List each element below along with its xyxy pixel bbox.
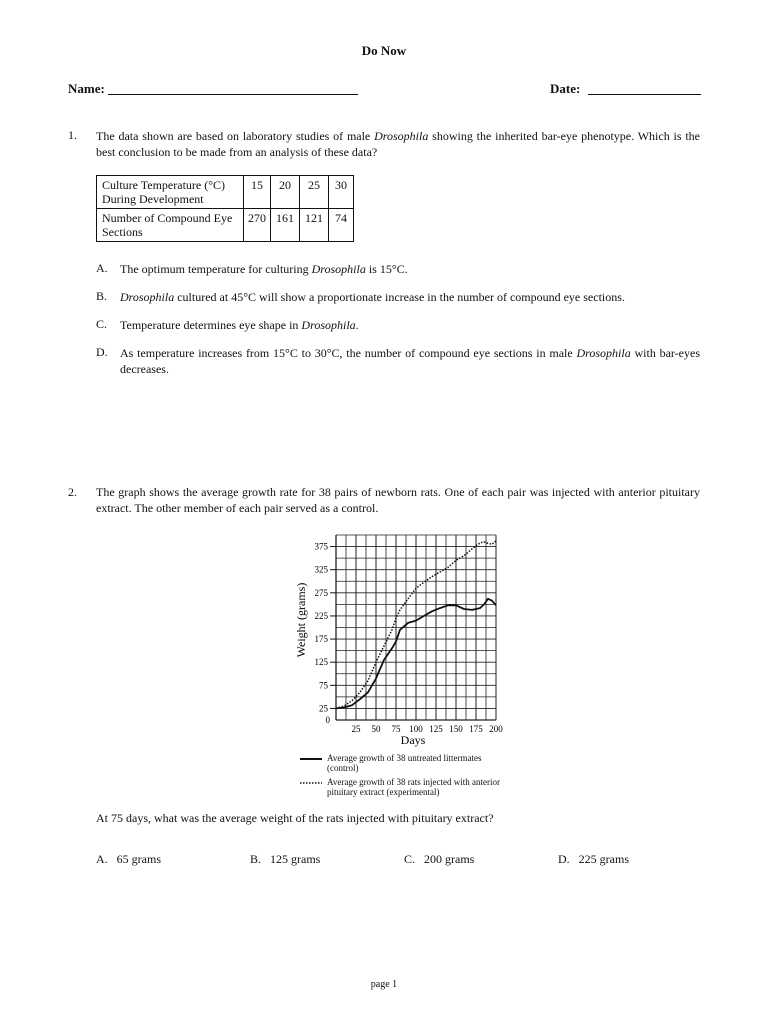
q1-option-a-letter[interactable]: A.	[96, 261, 108, 275]
answer-text: 65 grams	[116, 852, 161, 866]
option-text-post: .	[355, 318, 359, 332]
table-row	[97, 176, 354, 209]
legend-dotted-swatch	[298, 779, 328, 789]
q2-answer-a[interactable]	[96, 852, 161, 867]
table-cell: 15	[244, 176, 271, 209]
q2-answer-c[interactable]	[404, 852, 474, 867]
name-label: Name:	[68, 81, 105, 96]
date-label: Date:	[550, 81, 581, 96]
y-tick-label: 75	[319, 680, 328, 691]
y-axis-label: Weight (grams)	[294, 582, 308, 658]
q1-option-c-letter[interactable]: C.	[96, 317, 108, 331]
table-cell: 161	[271, 209, 300, 242]
option-text-post: is 15°C.	[365, 262, 408, 276]
option-text-italic: Drosophila	[576, 346, 631, 360]
chart-grid	[336, 535, 496, 720]
q2-number: 2.	[68, 485, 77, 499]
x-axis-label: Days	[400, 733, 426, 747]
q2-question: At 75 days, what was the average weight of the rats injected with pituitary extract?	[96, 811, 494, 825]
legend-control-label: Average growth of 38 untreated littermates (control)	[327, 753, 482, 773]
table-row-label: Number of Compound Eye Sections	[97, 209, 244, 242]
q1-data-table	[96, 175, 354, 242]
q1-text	[96, 128, 700, 160]
option-text-italic: Drosophila	[120, 290, 175, 304]
table-cell: 74	[329, 209, 354, 242]
answer-letter: D.	[558, 852, 570, 866]
x-tick-label: 150	[449, 724, 463, 734]
growth-chart	[286, 525, 516, 755]
page-number: page 1	[370, 979, 398, 990]
x-tick-label: 100	[409, 724, 423, 734]
option-text-post: cultured at 45°C will show a proportionate increase in the number of compound eye sections.	[174, 290, 625, 304]
q2-text: The graph shows the average growth rate for 38 pairs of newborn rats. One of each pair was injected with anterior pituitary extract. The other member of each pair served as a control.	[96, 485, 700, 515]
answer-letter: C.	[404, 852, 416, 866]
y-tick-label: 125	[314, 657, 328, 668]
option-text-italic: Drosophila	[311, 262, 366, 276]
date-blank[interactable]	[588, 94, 701, 95]
x-tick-label: 50	[371, 724, 381, 734]
q1-number: 1.	[68, 128, 77, 142]
table-cell: 25	[300, 176, 329, 209]
name-blank[interactable]	[108, 94, 358, 95]
legend-solid-swatch	[298, 755, 328, 765]
x-tick-label: 25	[351, 724, 361, 734]
table-cell: 121	[300, 209, 329, 242]
y-tick-label: 25	[319, 703, 328, 714]
table-cell: 30	[329, 176, 354, 209]
chart-tick-labels	[315, 542, 504, 734]
q1-option-d-letter[interactable]: D.	[96, 345, 108, 359]
y-tick-label: 375	[314, 541, 328, 552]
option-text-post: with bar-eyes decreases.	[120, 346, 700, 376]
y-tick-label: 175	[314, 634, 328, 645]
page-title: Do Now	[361, 43, 407, 58]
q1-option-b-letter[interactable]: B.	[96, 289, 108, 303]
legend-experimental-label: Average growth of 38 rats injected with anterior pituitary extract (experimental)	[327, 777, 501, 797]
q1-text-a: The data shown are based on laboratory studies of male	[96, 129, 375, 143]
x-tick-label: 75	[391, 724, 401, 734]
q1-text-italic: Drosophila	[374, 129, 429, 143]
q1-option-a-text[interactable]	[120, 261, 700, 277]
option-text-italic: Drosophila	[301, 318, 356, 332]
y-tick-label: 225	[314, 610, 328, 621]
option-text-pre: As temperature increases from 15°C to 30°C, the number of compound eye sections in male	[120, 346, 577, 360]
option-text-pre: The optimum temperature for culturing	[120, 262, 312, 276]
answer-letter: B.	[250, 852, 262, 866]
x-tick-label: 200	[489, 724, 503, 734]
x-tick-label: 175	[469, 724, 483, 734]
table-row-label: Culture Temperature (°C) During Development	[97, 176, 244, 209]
table-row	[97, 209, 354, 242]
q1-option-d-text[interactable]	[120, 345, 700, 377]
y-tick-label: 325	[314, 564, 328, 575]
answer-text: 200 grams	[424, 852, 475, 866]
y-tick-label: 0	[325, 715, 330, 725]
answer-text: 125 grams	[270, 852, 321, 866]
table-cell: 20	[271, 176, 300, 209]
q2-answer-d[interactable]	[558, 852, 629, 867]
option-text-pre: Temperature determines eye shape in	[120, 318, 302, 332]
answer-text: 225 grams	[578, 852, 629, 866]
table-cell: 270	[244, 209, 271, 242]
q1-option-b-text[interactable]	[120, 289, 700, 305]
q2-answer-b[interactable]	[250, 852, 320, 867]
answer-letter: A.	[96, 852, 108, 866]
q1-option-c-text[interactable]	[120, 317, 700, 333]
y-tick-label: 275	[314, 587, 328, 598]
x-tick-label: 125	[429, 724, 443, 734]
q1-text-b: showing the inherited bar-eye phenotype. Which is the best conclusion to be made from an analysis of these data?	[96, 129, 700, 159]
